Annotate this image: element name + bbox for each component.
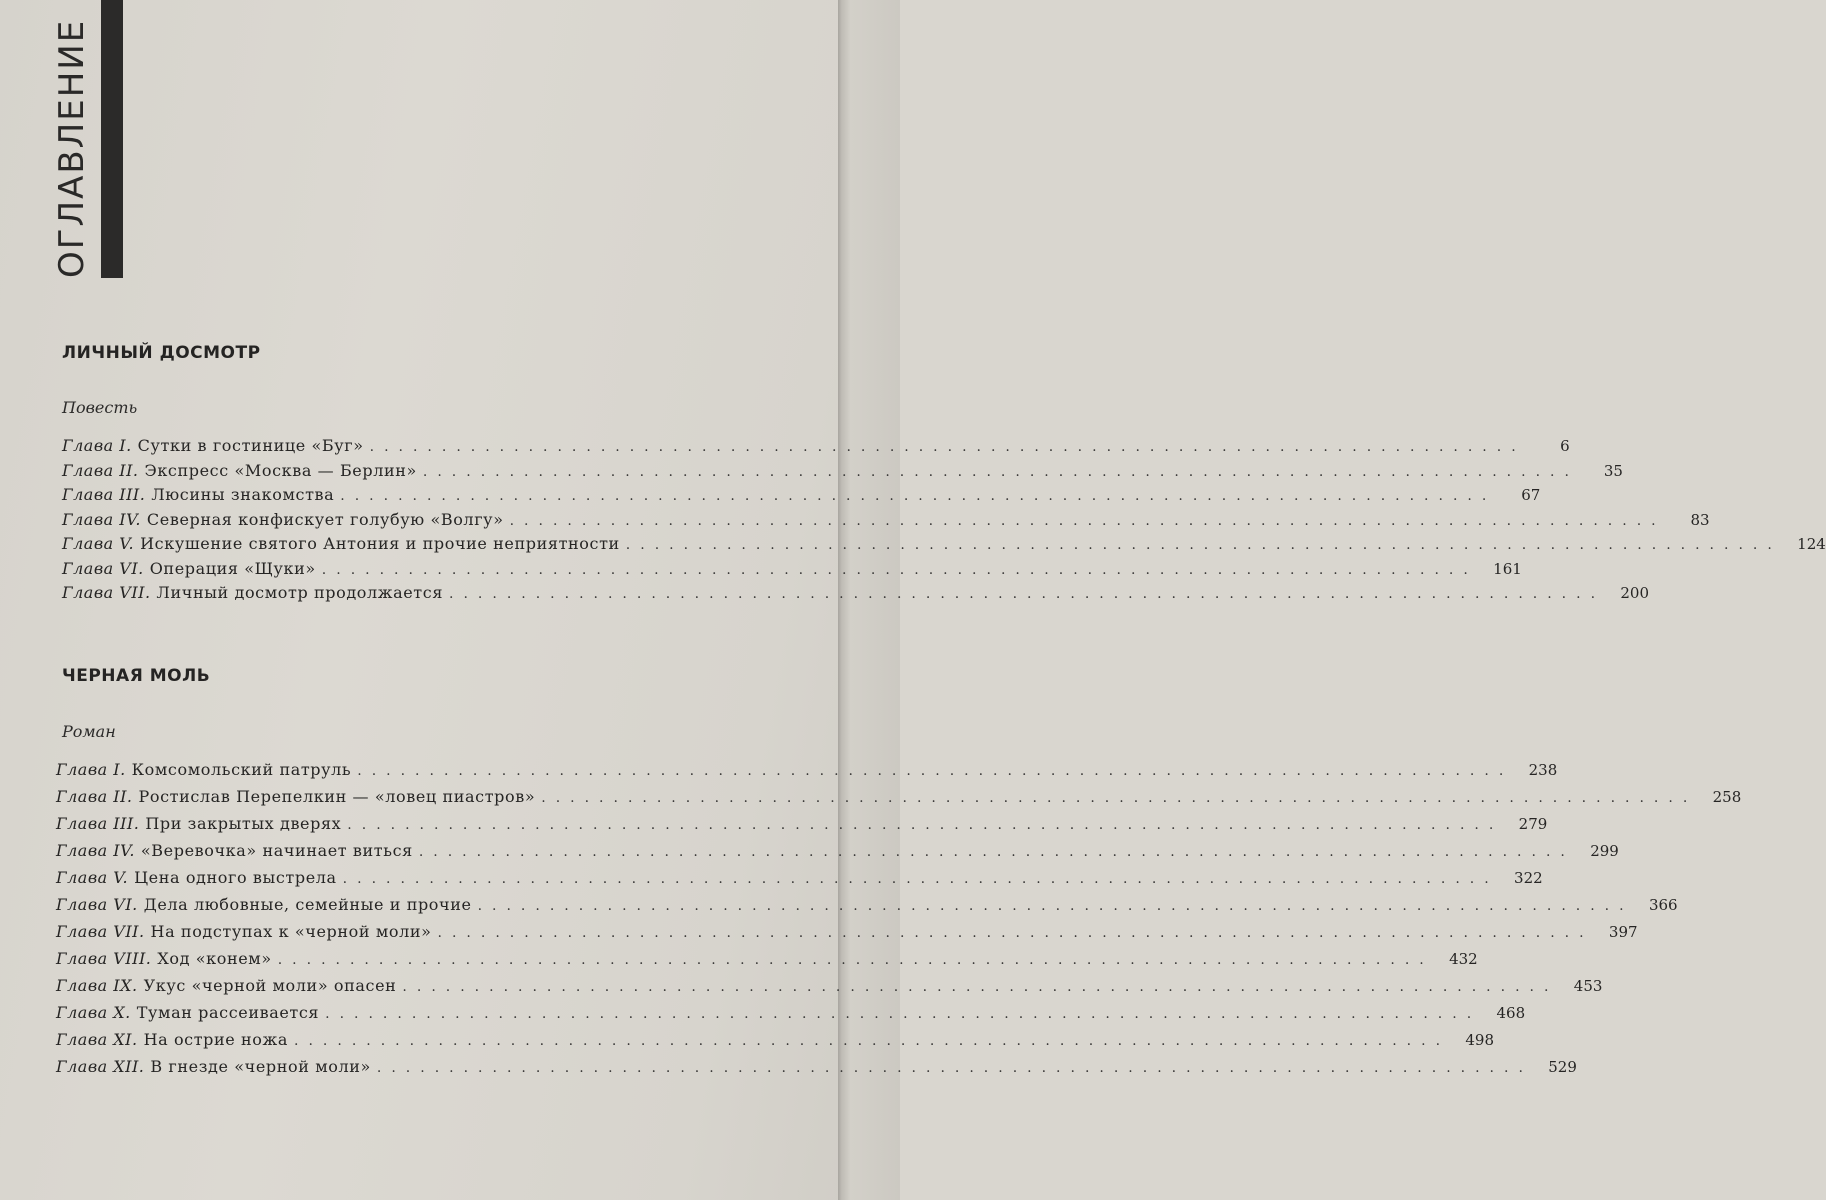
toc-entry: [56, 949, 1478, 973]
chapter-label: Глава XI.: [56, 1030, 138, 1049]
page-number: 498: [1465, 1031, 1495, 1049]
toc-entry: [62, 534, 1826, 558]
chapter-label: Глава VIII.: [56, 949, 152, 968]
page-number: 35: [1603, 461, 1623, 480]
chapter-title: При закрытых дверях: [145, 814, 342, 833]
chapter-label: Глава I.: [56, 760, 126, 779]
chapter-title: Личный досмотр продолжается: [156, 583, 444, 602]
section-title: ЧЕРНАЯ МОЛЬ: [62, 666, 211, 686]
chapter-title: «Веревочка» начинает виться: [140, 841, 413, 860]
chapter-title: Северная конфискует голубую «Волгу»: [146, 509, 504, 529]
chapter-label: Глава II.: [56, 787, 133, 806]
chapter-title: Люсины знакомства: [151, 485, 335, 504]
page-number: 6: [1560, 437, 1570, 455]
chapter-title: Ростислав Перепелкин — «ловец пиастров»: [138, 787, 536, 806]
toc-entry: [62, 485, 1541, 509]
contents-heading: ОГЛАВЛЕНИЕ: [52, 18, 92, 278]
chapter-label: Глава II.: [62, 460, 139, 480]
dot-leader: ................................................................................: [625, 537, 1782, 553]
page-number: 468: [1496, 1004, 1526, 1022]
chapter-label: Глава III.: [56, 814, 140, 833]
chapter-title: Ход «конем»: [157, 949, 272, 968]
page-number: 366: [1648, 896, 1678, 914]
chapter-label: Глава I.: [62, 436, 132, 455]
toc-entry: [62, 436, 1570, 460]
dot-leader: ................................................................................: [418, 844, 1575, 860]
toc-entry: [56, 1057, 1577, 1081]
page-number: 529: [1548, 1058, 1577, 1076]
toc-entry: [56, 922, 1638, 946]
chapter-title: На подступах к «черной моли»: [150, 922, 432, 941]
chapter-title: Операция «Щуки»: [149, 558, 316, 578]
toc-entry: [56, 976, 1603, 1000]
toc-entry: [56, 760, 1558, 784]
dot-leader: ................................................................................: [369, 439, 1526, 455]
dot-leader: ................................................................................: [342, 871, 1499, 887]
dot-leader: ................................................................................: [541, 790, 1698, 806]
dot-leader: ................................................................................: [437, 925, 1594, 941]
chapter-title: На острие ножа: [143, 1030, 289, 1049]
dot-leader: ................................................................................: [321, 561, 1478, 578]
section-genre: Роман: [62, 722, 116, 741]
chapter-label: Глава V.: [56, 868, 129, 887]
page-number: 322: [1514, 869, 1543, 887]
toc-entry: [56, 1003, 1526, 1027]
section-title: ЛИЧНЫЙ ДОСМОТР: [62, 343, 261, 363]
dot-leader: ................................................................................: [347, 817, 1504, 833]
toc-entry: [62, 460, 1623, 485]
page-number: 161: [1493, 559, 1522, 578]
toc-entry: [56, 1030, 1495, 1054]
dot-leader: ................................................................................: [422, 463, 1579, 480]
chapter-title: Дела любовные, семейные и прочие: [143, 895, 472, 914]
toc-entry: [56, 787, 1742, 811]
chapter-title: Искушение святого Антония и прочие неприятности: [140, 534, 620, 553]
chapter-label: Глава VII.: [56, 922, 145, 941]
chapter-title: Цена одного выстрела: [134, 868, 337, 887]
toc-entry: [62, 509, 1710, 534]
section-genre: Повесть: [62, 398, 138, 417]
chapter-title: Комсомольский патруль: [131, 760, 352, 779]
dot-leader: ................................................................................: [294, 1033, 1451, 1049]
chapter-label: Глава IV.: [56, 841, 135, 860]
dot-leader: ................................................................................: [509, 512, 1666, 529]
chapter-title: Туман рассеивается: [136, 1003, 320, 1022]
heading-bar: [101, 0, 123, 278]
page-number: 432: [1449, 950, 1478, 968]
dot-leader: ................................................................................: [340, 488, 1497, 504]
page-number: 279: [1518, 815, 1548, 833]
dot-leader: ................................................................................: [357, 763, 1514, 779]
toc-entry: [56, 814, 1548, 838]
chapter-title: В гнезде «черной моли»: [150, 1057, 371, 1076]
toc-entry: [56, 868, 1543, 892]
toc-entry: [62, 558, 1522, 583]
page-number: 453: [1573, 977, 1603, 995]
dot-leader: ................................................................................: [449, 586, 1606, 602]
chapter-title: Экспресс «Москва — Берлин»: [144, 460, 417, 480]
page-number: 238: [1528, 761, 1558, 779]
chapter-label: Глава VI.: [62, 558, 144, 578]
page-number: 299: [1590, 842, 1619, 860]
page-number: 258: [1712, 788, 1742, 806]
toc-entry: [56, 895, 1678, 919]
dot-leader: ................................................................................: [325, 1006, 1482, 1022]
chapter-title: Укус «черной моли» опасен: [143, 976, 397, 995]
chapter-label: Глава VI.: [56, 895, 138, 914]
page-number: 397: [1608, 923, 1638, 941]
dot-leader: ................................................................................: [376, 1060, 1533, 1076]
dot-leader: ................................................................................: [402, 979, 1559, 995]
toc-entry: [62, 583, 1650, 607]
chapter-label: Глава IX.: [56, 976, 138, 995]
page-number: 83: [1690, 510, 1710, 529]
page-number: 124: [1797, 535, 1826, 553]
chapter-title: Сутки в гостинице «Буг»: [137, 436, 364, 455]
chapter-label: Глава X.: [56, 1003, 131, 1022]
toc-entry: [56, 841, 1619, 865]
dot-leader: ................................................................................: [477, 898, 1634, 914]
chapter-label: Глава XII.: [56, 1057, 145, 1076]
chapter-label: Глава V.: [62, 534, 135, 553]
chapter-label: Глава VII.: [62, 583, 151, 602]
page-number: 67: [1521, 486, 1541, 504]
dot-leader: ................................................................................: [277, 952, 1434, 968]
chapter-label: Глава IV.: [62, 509, 141, 529]
page-number: 200: [1620, 584, 1650, 602]
chapter-label: Глава III.: [62, 485, 146, 504]
